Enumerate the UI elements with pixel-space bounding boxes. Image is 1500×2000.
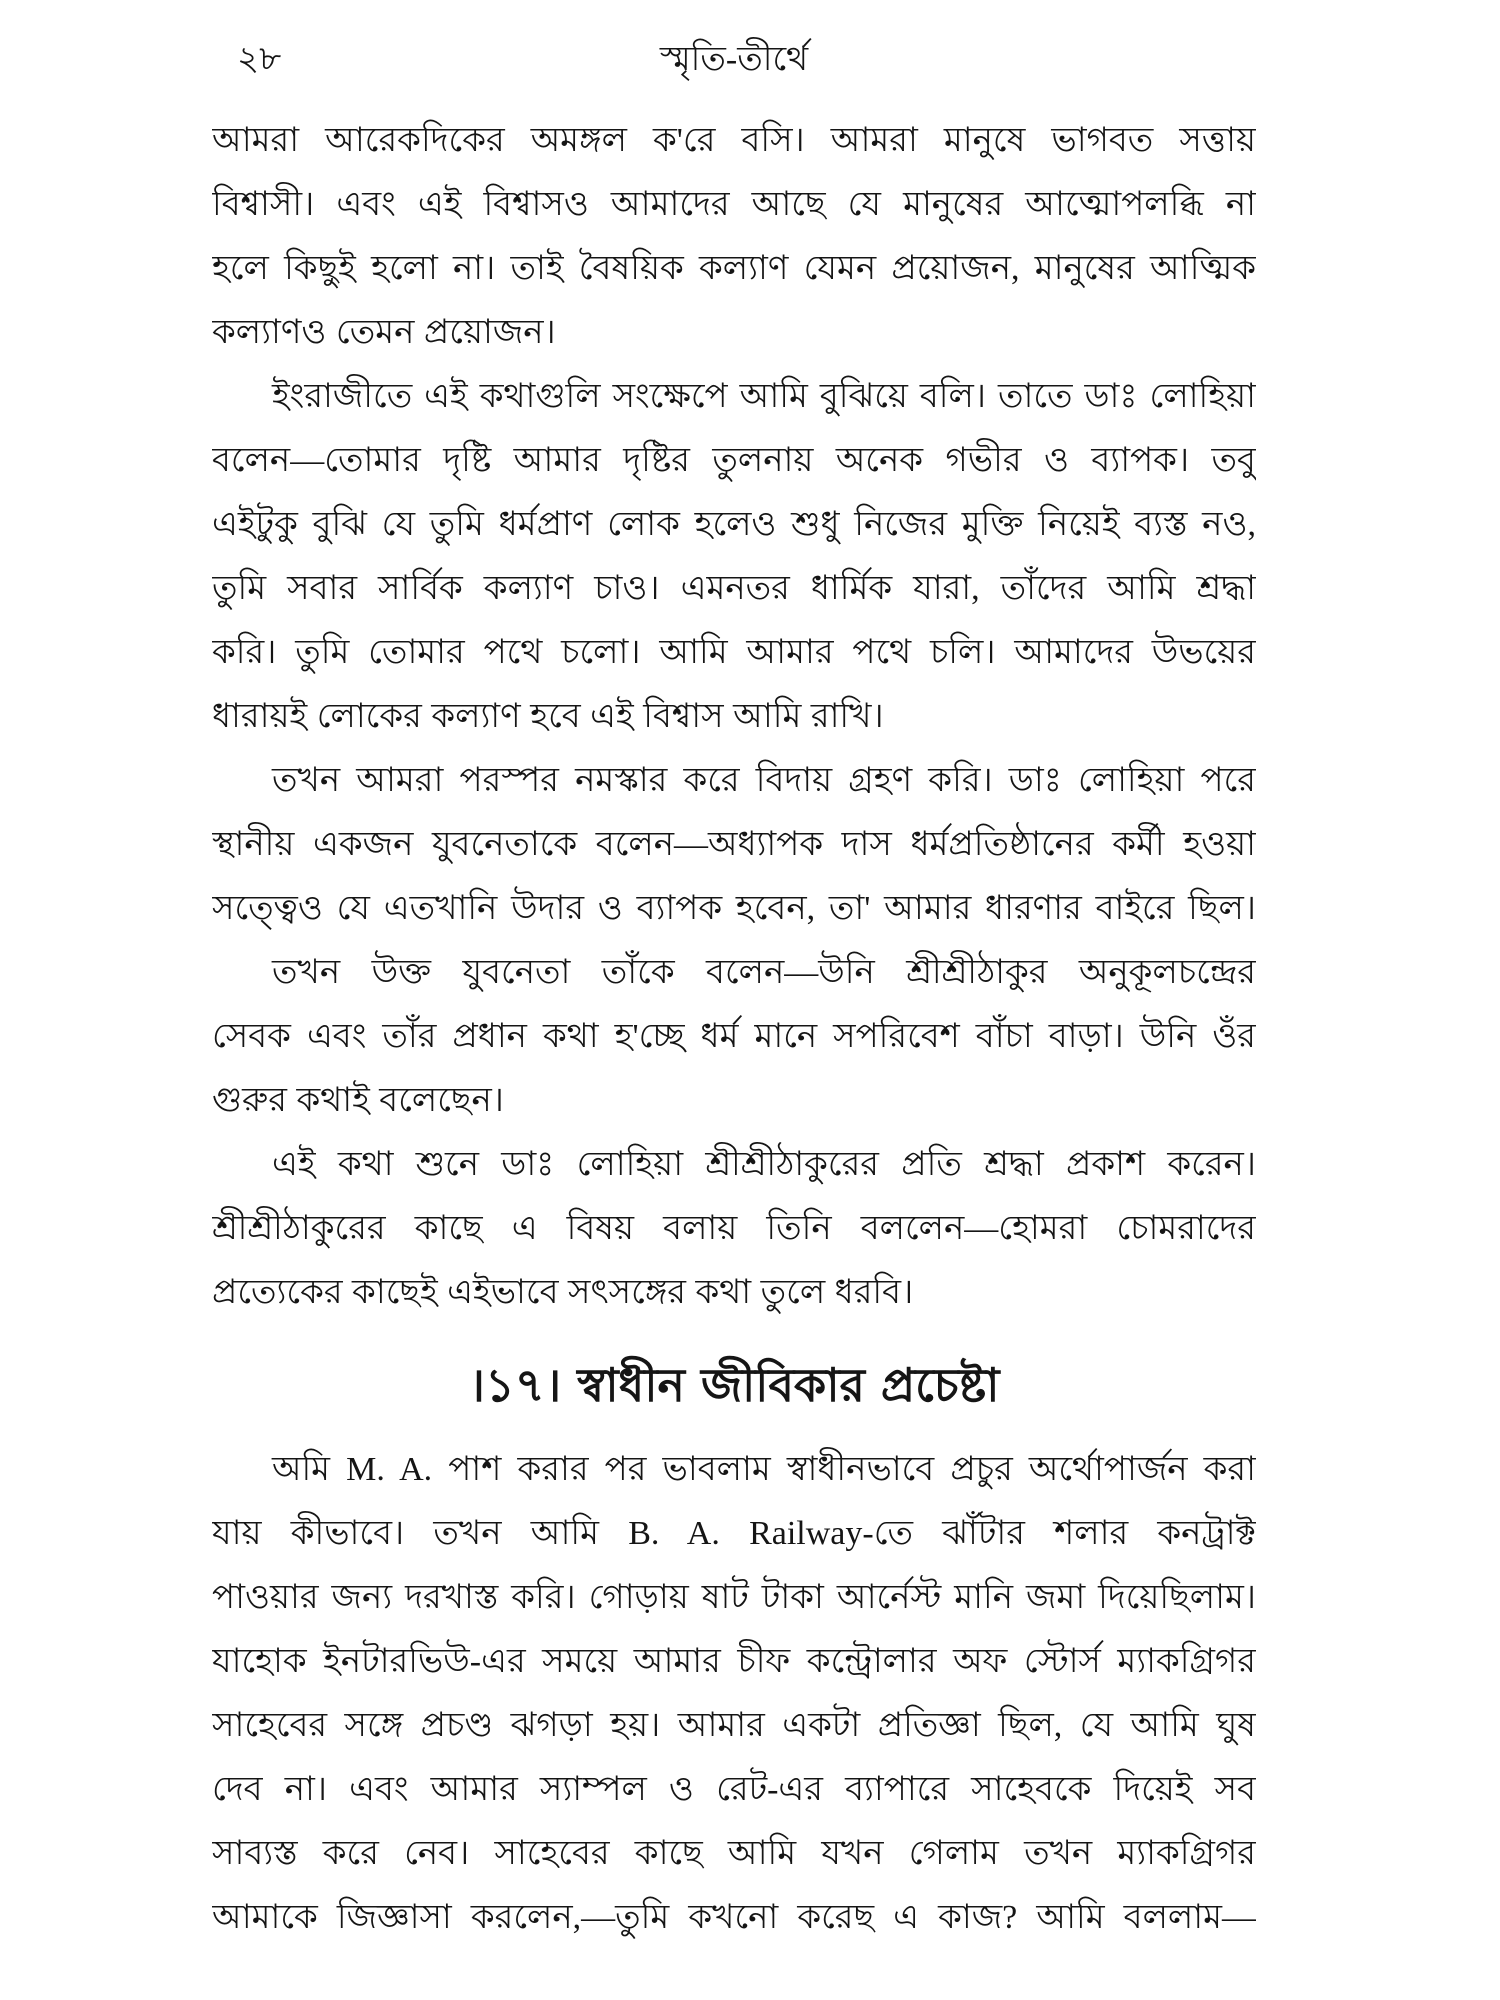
text-line: তুমি সবার সার্বিক কল্যাণ চাও। এমনতর ধার্মিক যারা, তাঁদের আমি শ্রদ্ধা xyxy=(212,570,1256,607)
text-line: স্থানীয় একজন যুবনেতাকে বলেন—অধ্যাপক দাস ধর্মপ্রতিষ্ঠানের কর্মী হওয়া xyxy=(212,826,1256,863)
paragraph xyxy=(212,1133,1256,1325)
section-heading: ।১৭। স্বাধীন জীবিকার প্রচেষ্টা xyxy=(468,1358,1000,1412)
text-line: সাব্যস্ত করে নেব। সাহেবের কাছে আমি যখন গেলাম তখন ম্যাকগ্রিগর xyxy=(212,1835,1256,1872)
paragraph xyxy=(212,1438,1256,1950)
text-line: অমি M. A. পাশ করার পর ভাবলাম স্বাধীনভাবে প্রচুর অর্থোপার্জন করা xyxy=(272,1451,1256,1488)
text-line: তখন আমরা পরস্পর নমস্কার করে বিদায় গ্রহণ করি। ডাঃ লোহিয়া পরে xyxy=(272,762,1256,799)
text-line: কল্যাণও তেমন প্রয়োজন। xyxy=(212,314,556,351)
text-line: যাহোক ইনটারভিউ-এর সময়ে আমার চীফ কন্ট্রোলার অফ স্টোর্স ম্যাকগ্রিগর xyxy=(212,1643,1256,1680)
text-line: বলেন—তোমার দৃষ্টি আমার দৃষ্টির তুলনায় অনেক গভীর ও ব্যাপক। তবু xyxy=(212,442,1256,479)
text-line: সত্ত্বেও যে এতখানি উদার ও ব্যাপক হবেন, তা' আমার ধারণার বাইরে ছিল। xyxy=(212,890,1256,927)
text-line: হলে কিছুই হলো না। তাই বৈষয়িক কল্যাণ যেমন প্রয়োজন, মানুষের আত্মিক xyxy=(212,250,1256,287)
paragraph xyxy=(212,109,1256,365)
text-line: বিশ্বাসী। এবং এই বিশ্বাসও আমাদের আছে যে মানুষের আত্মোপলব্ধি না xyxy=(212,186,1256,223)
text-line: যায় কীভাবে। তখন আমি B. A. Railway-তে ঝাঁটার শলার কনট্রাক্ট xyxy=(212,1515,1256,1552)
text-line: এইটুকু বুঝি যে তুমি ধর্মপ্রাণ লোক হলেও শুধু নিজের মুক্তি নিয়েই ব্যস্ত নও, xyxy=(212,506,1256,543)
text-line: দেব না। এবং আমার স্যাম্পল ও রেট-এর ব্যাপারে সাহেবকে দিয়েই সব xyxy=(212,1771,1256,1808)
text-line: করি। তুমি তোমার পথে চলো। আমি আমার পথে চলি। আমাদের উভয়ের xyxy=(212,634,1256,671)
text-line: এই কথা শুনে ডাঃ লোহিয়া শ্রীশ্রীঠাকুরের প্রতি শ্রদ্ধা প্রকাশ করেন। xyxy=(272,1146,1256,1183)
text-line: ধারায়ই লোকের কল্যাণ হবে এই বিশ্বাস আমি রাখি। xyxy=(212,698,884,735)
page-number: ২৮ xyxy=(237,41,282,78)
continuation-text xyxy=(212,109,1256,1325)
text-line: ইংরাজীতে এই কথাগুলি সংক্ষেপে আমি বুঝিয়ে বলি। তাতে ডাঃ লোহিয়া xyxy=(272,378,1256,415)
text-line: গুরুর কথাই বলেছেন। xyxy=(212,1082,504,1119)
paragraph xyxy=(212,941,1256,1133)
text-line: আমাকে জিজ্ঞাসা করলেন,—তুমি কখনো করেছ এ কাজ? আমি বললাম— xyxy=(212,1899,1256,1936)
text-line: শ্রীশ্রীঠাকুরের কাছে এ বিষয় বলায় তিনি বললেন—হোমরা চোমরাদের xyxy=(212,1210,1256,1247)
running-header xyxy=(212,34,1256,86)
text-line: আমরা আরেকদিকের অমঙ্গল ক'রে বসি। আমরা মানুষে ভাগবত সত্তায় xyxy=(212,122,1256,159)
running-title: স্মৃতি-তীর্থে xyxy=(659,41,809,78)
text-line: সাহেবের সঙ্গে প্রচণ্ড ঝগড়া হয়। আমার একটা প্রতিজ্ঞা ছিল, যে আমি ঘুষ xyxy=(212,1707,1256,1744)
text-line: তখন উক্ত যুবনেতা তাঁকে বলেন—উনি শ্রীশ্রীঠাকুর অনুকূলচন্দ্রের xyxy=(272,954,1256,991)
paragraph xyxy=(212,365,1256,749)
paragraph xyxy=(212,749,1256,941)
text-line: পাওয়ার জন্য দরখাস্ত করি। গোড়ায় ষাট টাকা আর্নেস্ট মানি জমা দিয়েছিলাম। xyxy=(212,1579,1256,1616)
section-text xyxy=(212,1438,1256,1950)
text-line: প্রত্যেকের কাছেই এইভাবে সৎসঙ্গের কথা তুলে ধরবি। xyxy=(212,1274,914,1311)
text-line: সেবক এবং তাঁর প্রধান কথা হ'চ্ছে ধর্ম মানে সপরিবেশ বাঁচা বাড়া। উনি ওঁর xyxy=(212,1018,1256,1055)
